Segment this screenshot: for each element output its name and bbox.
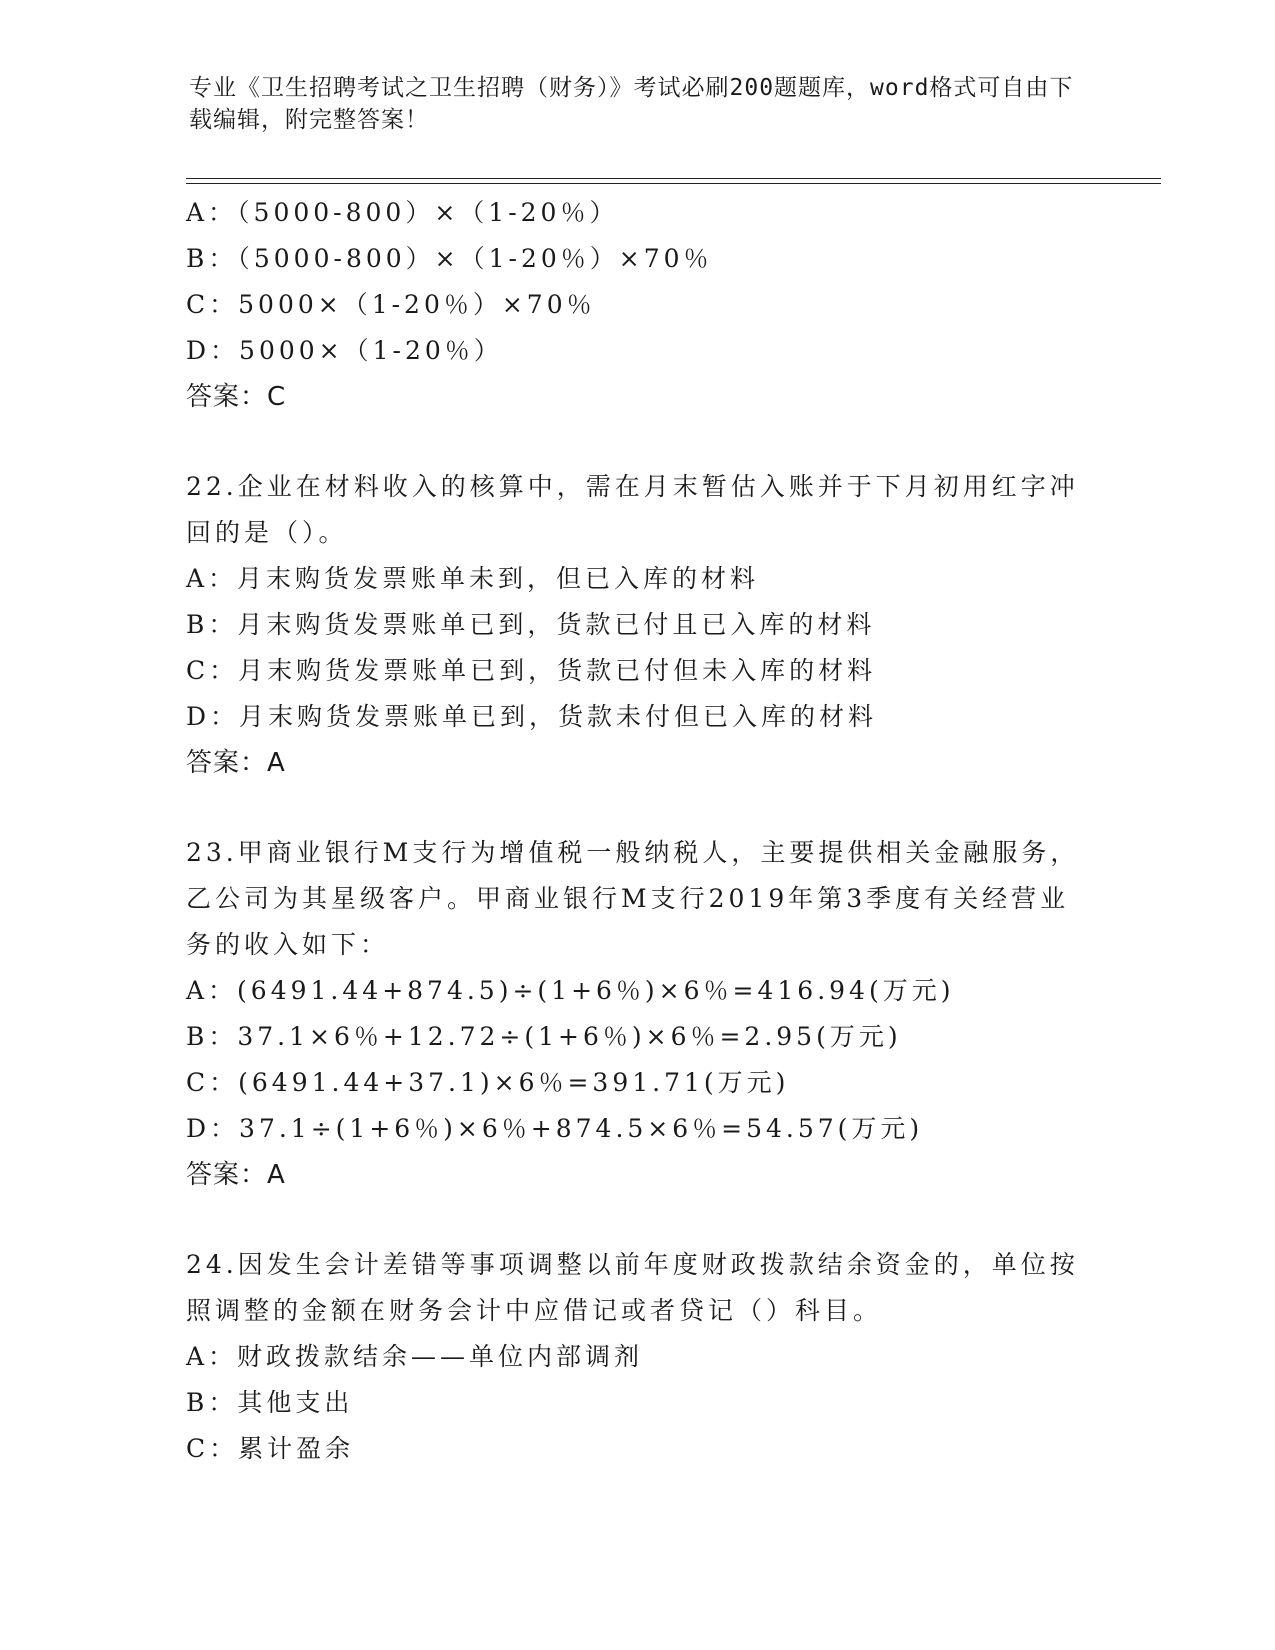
option-d: D：37.1÷(1+6％)×6％+874.5×6％=54.57(万元) — [186, 1114, 924, 1143]
option-c: C：累计盈余 — [186, 1434, 355, 1463]
question-stem-line: 乙公司为其星级客户。甲商业银行M支行2019年第3季度有关经营业 — [186, 884, 1070, 913]
question-stem-line: 回的是（）。 — [186, 518, 348, 547]
option-b: B：其他支出 — [186, 1388, 354, 1417]
header-divider-bottom — [186, 183, 1161, 184]
question-24 — [186, 1242, 1086, 1472]
option-d: D：月末购货发票账单已到，货款未付但已入库的材料 — [186, 702, 878, 731]
document-header — [189, 72, 1089, 136]
option-b: B：月末购货发票账单已到，货款已付且已入库的材料 — [186, 610, 876, 639]
question-21 — [186, 190, 1086, 420]
question-stem-line: 务的收入如下： — [186, 930, 390, 959]
option-a: A：月末购货发票账单未到，但已入库的材料 — [186, 564, 760, 593]
option-c: C：(6491.44+37.1)×6％=391.71(万元) — [186, 1068, 790, 1097]
option-c: C：5000×（1-20％）×70％ — [186, 290, 596, 319]
option-d: D：5000×（1-20％） — [186, 336, 503, 365]
question-stem-line: 23.甲商业银行M支行为增值税一般纳税人，主要提供相关金融服务， — [186, 838, 1080, 867]
question-stem-line: 照调整的金额在财务会计中应借记或者贷记（）科目。 — [186, 1296, 883, 1325]
option-b: B：（5000-800）×（1-20％）×70％ — [186, 244, 713, 273]
answer: 答案：A — [186, 1160, 286, 1190]
option-a: A：财政拨款结余——单位内部调剂 — [186, 1342, 644, 1371]
header-text: 专业《卫生招聘考试之卫生招聘（财务）》考试必刷200题题库，word格式可自由下载编辑，附完整答案！ — [189, 75, 1074, 133]
option-a: A：(6491.44+874.5)÷(1+6％)×6％=416.94(万元) — [186, 976, 955, 1005]
answer: 答案：A — [186, 748, 286, 778]
answer: 答案：C — [186, 382, 287, 412]
question-stem-line: 24.因发生会计差错等事项调整以前年度财政拨款结余资金的，单位按 — [186, 1250, 1079, 1279]
question-list — [186, 190, 1086, 1472]
question-22 — [186, 464, 1086, 786]
option-c: C：月末购货发票账单已到，货款已付但未入库的材料 — [186, 656, 877, 685]
option-a: A：（5000-800）×（1-20％） — [186, 198, 619, 227]
header-divider-top — [186, 178, 1161, 179]
question-23 — [186, 830, 1086, 1198]
question-stem-line: 22.企业在材料收入的核算中，需在月末暂估入账并于下月初用红字冲 — [186, 472, 1079, 501]
option-b: B：37.1×6％+12.72÷(1+6％)×6％=2.95(万元) — [186, 1022, 902, 1051]
